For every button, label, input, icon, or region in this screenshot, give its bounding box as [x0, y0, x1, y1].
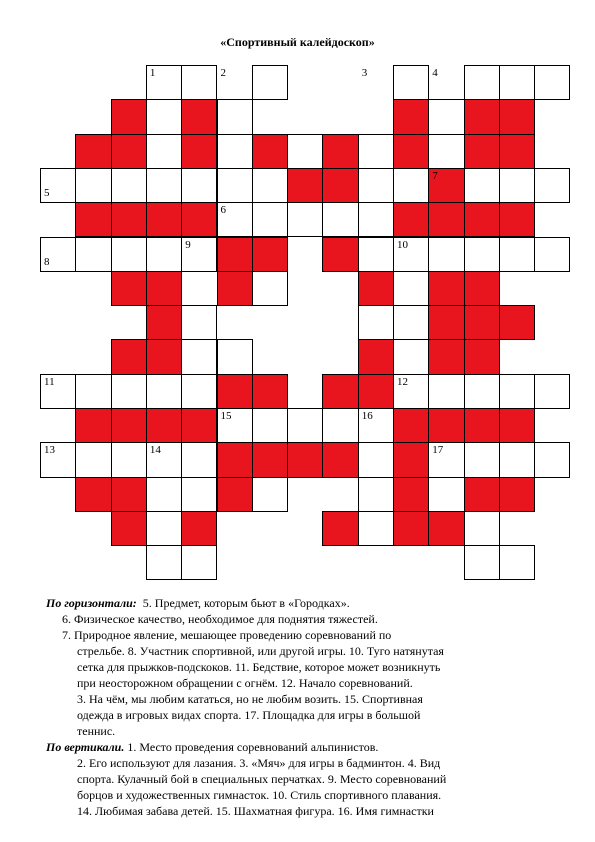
clue-number-7: 7: [432, 169, 438, 182]
clue-text: 1. Место проведения соревнований альпинистов.: [127, 740, 379, 754]
clue-number-16: 16: [361, 410, 373, 422]
clue-number-5: 5: [44, 187, 50, 200]
down-heading: По вертикали.: [46, 740, 125, 754]
clue-number-4: 4: [432, 67, 438, 79]
page-title: «Спортивный калейдоскоп»: [220, 35, 375, 49]
clue-number-2: 2: [220, 67, 226, 79]
clue-line-9: [46, 741, 378, 753]
clue-number-14: 14: [149, 444, 161, 457]
clue-number-9: 9: [185, 238, 191, 251]
clue-number-12: 12: [397, 375, 408, 388]
clue-line-4: сетка для прыжков-подскоков. 11. Бедствие, которое может возникнуть: [77, 660, 441, 674]
clue-line-10: 2. Его используют для лазания. 3. «Мяч» для игры в бадминтон. 4. Вид: [77, 756, 441, 770]
clue-line-5: при неосторожном обращении с огнём. 12. Начало соревнований.: [77, 676, 413, 690]
clue-line-1: 6. Физическое качество, необходимое для поднятия тяжестей.: [62, 612, 378, 626]
clue-line-7: одежда в игровых видах спорта. 17. Площадка для игры в большой: [77, 708, 421, 722]
clue-number-13: 13: [44, 444, 55, 457]
clue-line-13: 14. Любимая забава детей. 15. Шахматная фигура. 16. Имя гимнастки: [77, 804, 434, 818]
clue-line-2: 7. Природное явление, мешающее проведению соревнований по: [62, 628, 392, 642]
clue-number-11: 11: [44, 375, 55, 388]
clue-number-1: 1: [149, 67, 156, 79]
clue-number-3: 3: [361, 67, 368, 79]
clue-number-8: 8: [44, 255, 50, 268]
clue-line-6: 3. На чём, мы любим кататься, но не любим возить. 15. Спортивная: [77, 692, 423, 706]
clue-number-17: 17: [432, 444, 444, 457]
clue-line-8: теннис.: [77, 724, 116, 738]
clue-text: 5. Предмет, которым бьют в «Городках».: [142, 596, 350, 610]
clue-number-15: 15: [220, 410, 232, 422]
clue-line-12: борцов и художественных гимнасток. 10. Стиль спортивного плавания.: [77, 788, 442, 802]
clue-number-6: 6: [220, 204, 226, 217]
clue-number-10: 10: [397, 238, 408, 251]
clue-line-11: спорта. Кулачный бой в специальных перчатках. 9. Место соревнований: [77, 772, 447, 786]
clue-line-0: [46, 597, 350, 609]
across-heading: По горизонтали:: [46, 596, 137, 610]
clue-line-3: стрельбе. 8. Участник спортивной, или другой игры. 10. Туго натянутая: [77, 644, 444, 658]
